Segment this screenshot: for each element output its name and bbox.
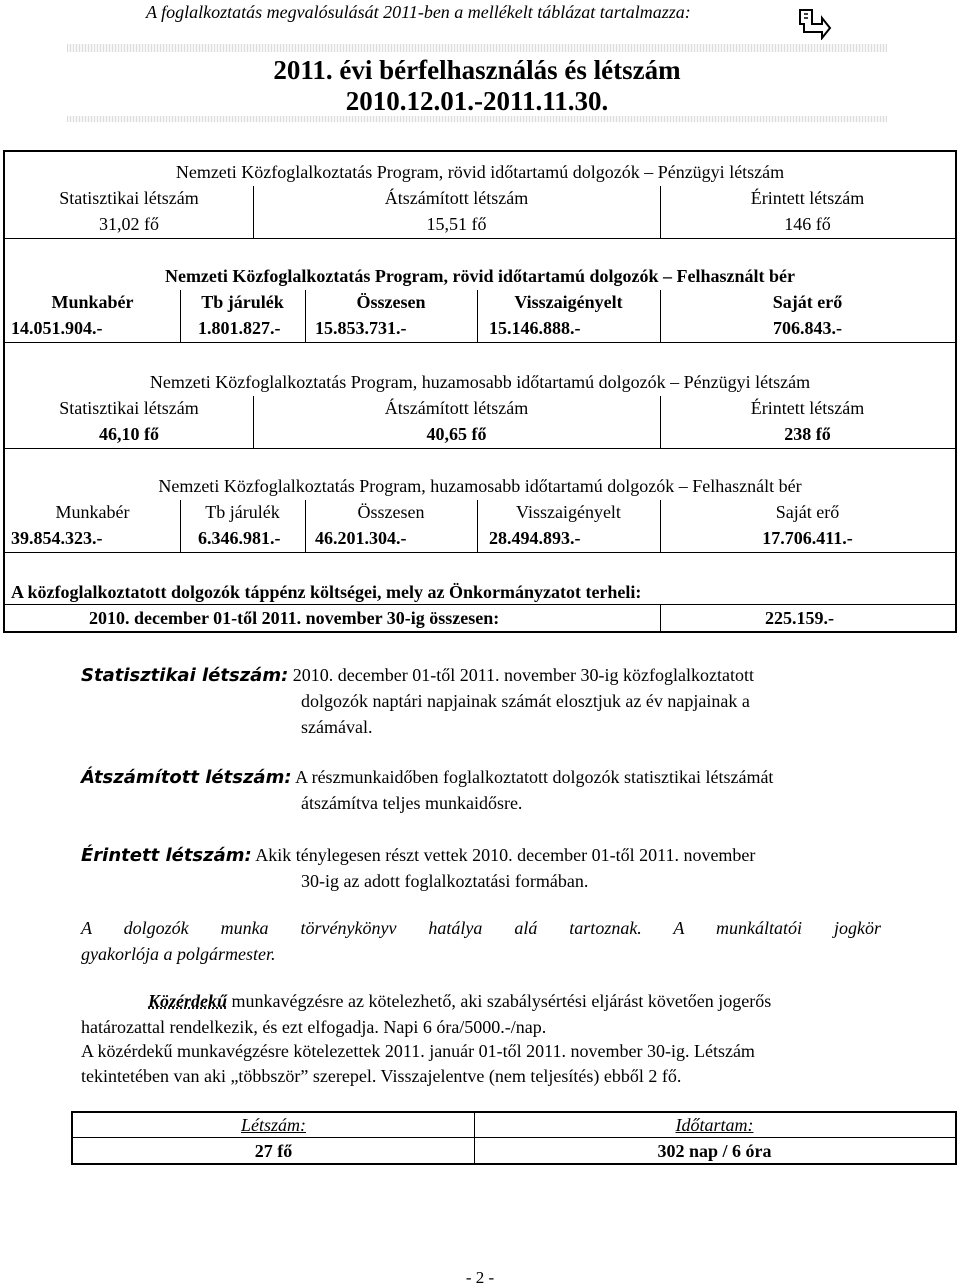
long-wage-value-total: 46.201.304.-: [315, 528, 407, 548]
labor-code-line1: A dolgozók munka törvénykönyv hatálya alá tartoznak. A munkáltatói jogkör: [81, 918, 881, 938]
sick-pay-label: 2010. december 01-től 2011. november 30-ig összesen:: [89, 608, 500, 628]
public-work-term: Közérdekű: [148, 991, 228, 1011]
intro-text: A foglalkoztatás megvalósulását 2011-ben a mellékelt táblázat tartalmazza:: [146, 2, 691, 22]
short-staff-value-converted: 15,51 fő: [426, 214, 487, 234]
short-wage-value-own: 706.843.-: [773, 318, 842, 338]
summary-value-duration: 302 nap / 6 óra: [657, 1141, 772, 1161]
hand-arrow-icon: [796, 4, 832, 40]
short-wage-title: Nemzeti Közfoglalkoztatás Program, rövid időtartamú dolgozók – Felhasznált bér: [164, 266, 796, 286]
short-staff-header-stat: Statisztikai létszám: [59, 188, 199, 208]
definition-term: Átszámított létszám:: [81, 767, 292, 788]
title-year: 2011. évi bérfelhasználás és létszám: [273, 55, 681, 85]
public-work-line1: [148, 988, 771, 1014]
short-staff-title: Nemzeti Közfoglalkoztatás Program, rövid időtartamú dolgozók – Pénzügyi létszám: [175, 162, 785, 182]
long-staff-header-stat: Statisztikai létszám: [59, 398, 199, 418]
short-wage-header-wage: Munkabér: [51, 292, 134, 312]
short-wage-value-reclaimed: 15.146.888.-: [489, 318, 581, 338]
long-wage-value-own: 17.706.411.-: [762, 528, 853, 548]
summary-header-duration: Időtartam:: [675, 1115, 754, 1135]
definition-affected: [81, 842, 755, 869]
definition-term: Statisztikai létszám:: [81, 665, 289, 686]
long-wage-value-wage: 39.854.323.-: [11, 528, 103, 548]
public-work-line4: tekintetében van aki „többször” szerepel. Visszajelentve (nem teljesítés) ebből 2 fő.: [81, 1066, 682, 1086]
long-wage-header-own: Saját erő: [775, 502, 840, 522]
long-wage-header-total: Összesen: [357, 502, 425, 522]
public-work-line1-text: munkavégzésre az kötelezhető, aki szabálysértési eljárást követően jogerős: [227, 991, 772, 1011]
long-wage-value-contrib: 6.346.981.-: [198, 528, 281, 548]
summary-table: [71, 1111, 957, 1165]
long-wage-header-reclaimed: Visszaigényelt: [516, 502, 621, 522]
definition-text: dolgozók naptári napjainak számát elosztjuk az év napjainak a: [301, 691, 750, 711]
long-staff-header-affected: Érintett létszám: [750, 398, 865, 418]
long-staff-value-converted: 40,65 fő: [426, 424, 487, 444]
short-wage-header-own: Saját erő: [772, 292, 843, 312]
short-staff-value-stat: 31,02 fő: [99, 214, 159, 234]
definition-text: számával.: [301, 717, 373, 737]
labor-code-line2: gyakorlója a polgármester.: [81, 944, 276, 964]
short-wage-value-contrib: 1.801.827.-: [198, 318, 281, 338]
summary-header-count: Létszám:: [240, 1115, 306, 1135]
sick-pay-title: A közfoglalkoztatott dolgozók táppénz költségei, mely az Önkormányzatot terheli:: [11, 582, 642, 602]
definition-text: 30-ig az adott foglalkoztatási formában.: [301, 871, 589, 891]
long-staff-value-affected: 238 fő: [784, 424, 831, 444]
short-staff-value-affected: 146 fő: [784, 214, 831, 234]
definition-text: 2010. december 01-től 2011. november 30-ig közfoglalkoztatott: [292, 665, 754, 685]
long-staff-value-stat: 46,10 fő: [99, 424, 159, 444]
public-work-line3: A közérdekű munkavégzésre kötelezettek 2011. január 01-től 2011. november 30-ig. Létszám: [81, 1041, 755, 1061]
short-wage-value-wage: 14.051.904.-: [11, 318, 103, 338]
short-wage-header-contrib: Tb járulék: [201, 292, 284, 312]
short-wage-value-total: 15.853.731.-: [315, 318, 407, 338]
summary-value-count: 27 fő: [254, 1141, 293, 1161]
public-work-line2: határozattal rendelkezik, és ezt elfogadja. Napi 6 óra/5000.-/nap.: [81, 1017, 547, 1037]
short-staff-header-affected: Érintett létszám: [750, 188, 865, 208]
long-staff-header-converted: Átszámított létszám: [384, 398, 529, 418]
short-staff-header-converted: Átszámított létszám: [384, 188, 529, 208]
long-staff-title: Nemzeti Közfoglalkoztatás Program, huzamosabb időtartamú dolgozók – Pénzügyi létszám: [149, 372, 811, 392]
short-wage-header-reclaimed: Visszaigényelt: [514, 292, 623, 312]
page-number: - 2 -: [465, 1268, 495, 1287]
definition-term: Érintett létszám:: [81, 845, 252, 866]
definition-text: átszámítva teljes munkaidősre.: [301, 793, 523, 813]
short-wage-header-total: Összesen: [356, 292, 426, 312]
long-wage-value-reclaimed: 28.494.893.-: [489, 528, 581, 548]
title-period: 2010.12.01.-2011.11.30.: [345, 86, 609, 116]
long-wage-title: Nemzeti Közfoglalkoztatás Program, huzamosabb időtartamú dolgozók – Felhasznált bér: [158, 476, 802, 496]
definition-text: Akik ténylegesen részt vettek 2010. december 01-től 2011. november: [255, 845, 756, 865]
sick-pay-value: 225.159.-: [765, 608, 834, 628]
long-wage-header-wage: Munkabér: [55, 502, 130, 522]
definition-text: A részmunkaidőben foglalkoztatott dolgozók statisztikai létszámát: [295, 767, 774, 787]
definition-statistical: [81, 662, 754, 689]
long-wage-header-contrib: Tb járulék: [205, 502, 280, 522]
main-table: [3, 150, 957, 633]
title-box: [67, 44, 887, 122]
definition-converted: [81, 764, 773, 791]
